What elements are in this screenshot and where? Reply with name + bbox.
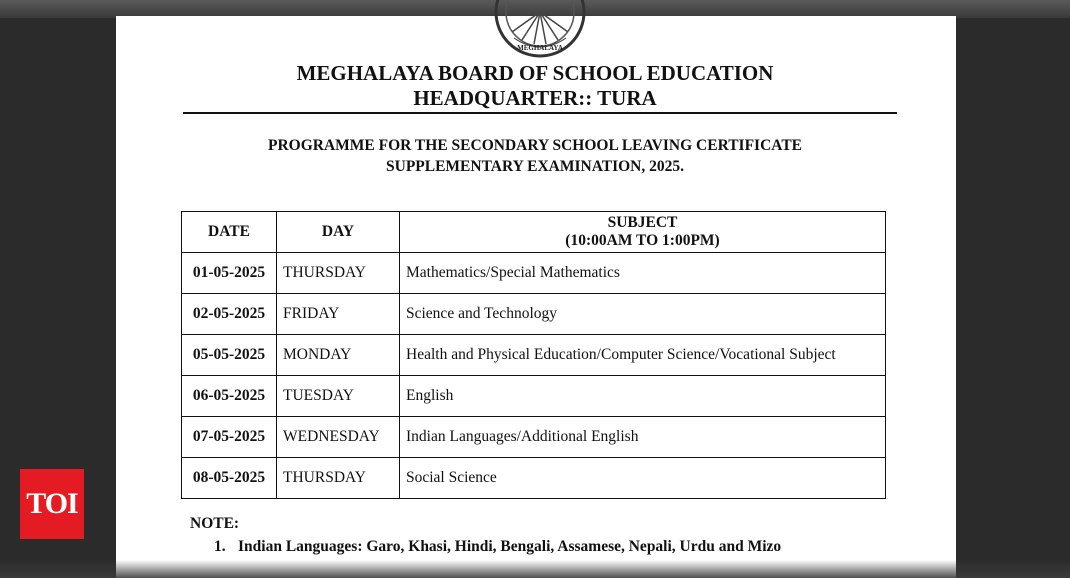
programme-line-2: SUPPLEMENTARY EXAMINATION, 2025. <box>386 158 684 175</box>
row-day: TUESDAY <box>277 376 400 417</box>
row-subject: English <box>400 376 886 417</box>
row-date: 05-05-2025 <box>182 335 277 376</box>
table-row <box>182 417 886 458</box>
row-subject: Social Science <box>400 458 886 499</box>
note-text: Indian Languages: Garo, Khasi, Hindi, Bengali, Assamese, Nepali, Urdu and Mizo <box>238 538 782 555</box>
table-header-row <box>182 212 886 253</box>
programme-line-1: PROGRAMME FOR THE SECONDARY SCHOOL LEAVING CERTIFICATE <box>267 137 803 154</box>
exam-schedule-table <box>181 211 886 499</box>
seal-text: MEGHALAYA <box>517 44 563 52</box>
header-subject-time: (10:00AM TO 1:00PM) <box>565 232 720 249</box>
row-date: 02-05-2025 <box>182 294 277 335</box>
organization-title <box>0 61 1070 111</box>
row-subject: Mathematics/Special Mathematics <box>400 253 886 294</box>
header-subject-label: SUBJECT <box>607 214 678 231</box>
org-headquarter: HEADQUARTER:: TURA <box>413 86 657 110</box>
row-date: 01-05-2025 <box>182 253 277 294</box>
row-day: WEDNESDAY <box>277 417 400 458</box>
row-subject: Health and Physical Education/Computer Science/Vocational Subject <box>400 335 886 376</box>
header-day: DAY <box>277 212 400 253</box>
board-seal-icon <box>492 0 588 60</box>
row-day: FRIDAY <box>277 294 400 335</box>
table-row <box>182 335 886 376</box>
note-heading: NOTE: <box>190 515 240 532</box>
table-row <box>182 376 886 417</box>
table-row <box>182 253 886 294</box>
table-row <box>182 458 886 499</box>
row-day: THURSDAY <box>277 458 400 499</box>
org-name: MEGHALAYA BOARD OF SCHOOL EDUCATION <box>296 61 774 85</box>
toi-logo: TOI <box>20 469 84 539</box>
programme-title <box>0 135 1070 177</box>
row-subject: Indian Languages/Additional English <box>400 417 886 458</box>
row-date: 08-05-2025 <box>182 458 277 499</box>
list-item <box>214 537 781 557</box>
viewer-bottom-fade <box>0 560 1070 578</box>
header-subject <box>400 212 886 253</box>
header-divider <box>183 112 897 114</box>
row-day: THURSDAY <box>277 253 400 294</box>
row-subject: Science and Technology <box>400 294 886 335</box>
note-list <box>214 537 781 557</box>
row-date: 06-05-2025 <box>182 376 277 417</box>
table-row <box>182 294 886 335</box>
row-day: MONDAY <box>277 335 400 376</box>
row-date: 07-05-2025 <box>182 417 277 458</box>
header-date: DATE <box>182 212 277 253</box>
note-number: 1. <box>214 538 226 555</box>
